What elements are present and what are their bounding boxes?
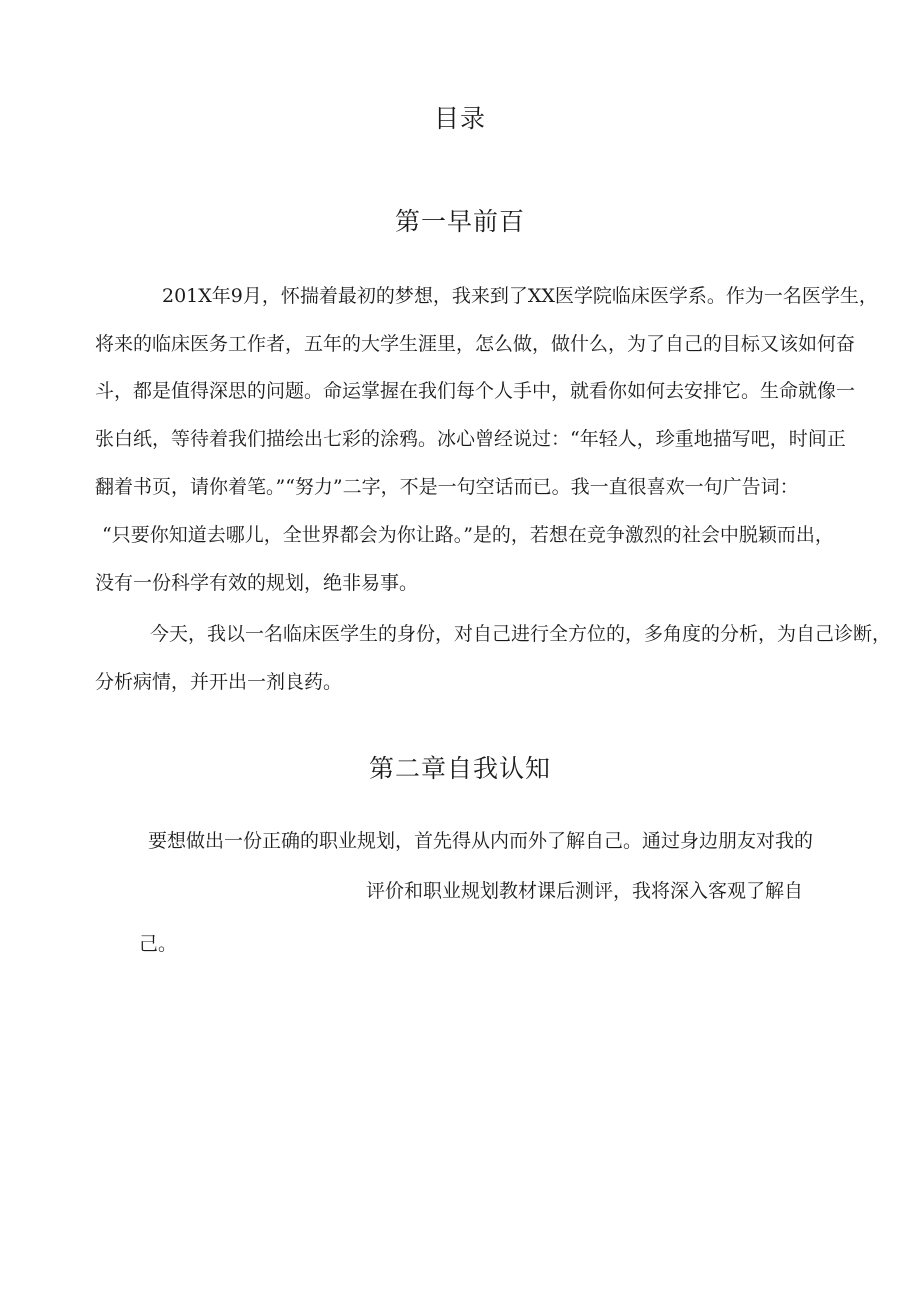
chapter1-para2-line1: 今天，我以一名临床医学生的身份，对自己进行全方位的，多角度的分析，为自己诊断， xyxy=(150,623,892,645)
chapter1-title: 第一早前百 xyxy=(394,207,525,236)
chapter2-para1-line3: 己。 xyxy=(139,933,178,955)
chapter1-para1-line7: 没有一份科学有效的规划，绝非易事。 xyxy=(95,572,419,594)
chapter1-para1-line2: 将来的临床医务工作者，五年的大学生涯里，怎么做，做什么，为了自己的目标又该如何奋 xyxy=(95,333,856,355)
chapter1-para1-line3: 斗，都是值得深思的问题。命运掌握在我们每个人手中，就看你如何去安排它。生命就像一 xyxy=(95,380,856,402)
chapter2-title: 第二章自我认知 xyxy=(368,754,551,783)
chapter1-para1-line6: “只要你知道去哪儿，全世界都会为你让路。”是的，若想在竞争激烈的社会中脱颖而出， xyxy=(102,524,834,546)
chapter1-para1-line5: 翻着书页，请你着笔。”“努力”二字，不是一句空话而已。我一直很喜欢一句广告词： xyxy=(95,476,799,498)
toc-title: 目录 xyxy=(433,104,486,133)
chapter2-para1-line1: 要想做出一份正确的职业规划，首先得从内而外了解自己。通过身边朋友对我的 xyxy=(148,830,814,852)
chapter1-para1-line1: 201X年9月，怀揣着最初的梦想，我来到了XX医学院临床医学系。作为一名医学生， xyxy=(162,285,878,307)
chapter2-para1-line2: 评价和职业规划教材课后测评，我将深入客观了解自 xyxy=(366,880,804,902)
chapter1-para2-line2: 分析病情，并开出一剂良药。 xyxy=(95,671,343,693)
chapter1-para1-line4: 张白纸，等待着我们描绘出七彩的涂鸦。冰心曾经说过：“年轻人，珍重地描写吧，时间正 xyxy=(95,428,846,450)
